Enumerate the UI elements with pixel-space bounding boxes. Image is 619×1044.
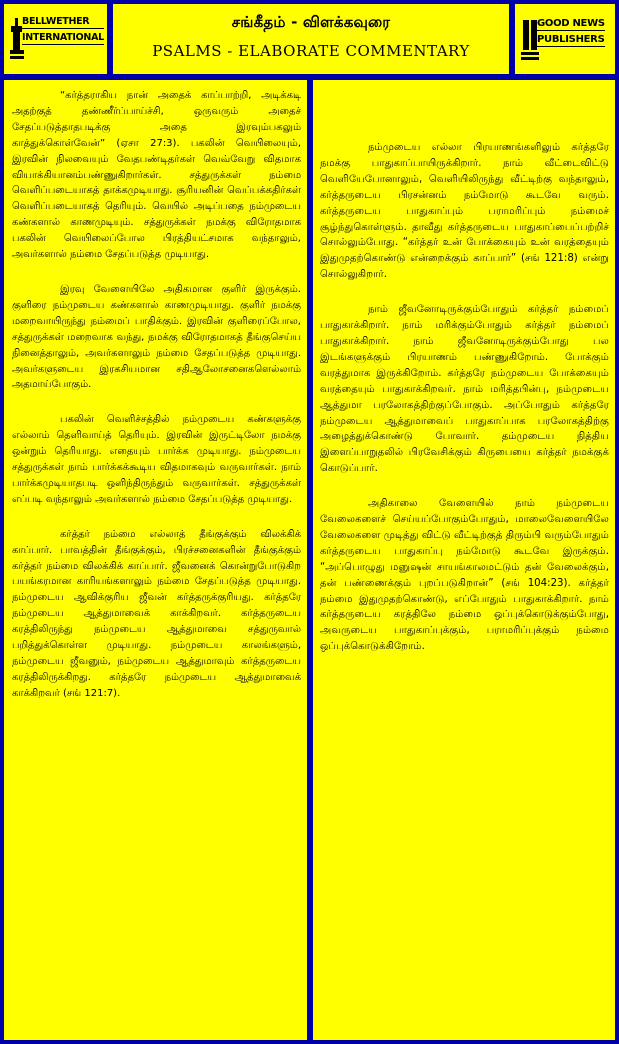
right-logo-line1: GOOD NEWS	[537, 18, 605, 29]
right-paragraph-2: நாம் ஜீவனோடிருக்கும்போதும் கர்த்தர் நம்மைப் பாதுகாக்கிறார். நாம் மரிக்கும்போதும் கர்த்தர் நம்மைப் பாதுகாக்கிறார். நாம் ஜீவனோடிருக்கும்போது பல இடங்களுக்கும் பிரயாணம் பண்ணுகிறோம். போக்கும் வரத்துமாக இருக்கிறோம். கர்த்தரே நம்முடைய போக்கையும் வரத்தையும் பாதுகாக்கிறவர். நாம் மரித்தபின்பு, நம்முடைய ஆத்துமா பரலோகத்திற்குப்போகும். அப்போதும் கர்த்தரே நம்முடைய ஆத்துமாவைப் பாதுகாப்பாக பரலோகத்திற்கு அழைத்துக்கொண்டு போவார். தம்முடைய நித்திய இளைப்பாறுதலில் பிரவேசிக்கும் கிருபையை கர்த்தர் நமக்குக் கொடுப்பார்.	[320, 304, 609, 475]
right-logo-line2: PUBLISHERS	[537, 34, 605, 45]
page-header	[113, 4, 509, 74]
bellwether-international-logo	[4, 4, 107, 74]
page-title-tamil: சங்கீதம் - விளக்கவுரை	[231, 13, 391, 31]
left-paragraph-3: பகலின் வெளிச்சத்தில் நம்முடைய கண்களுக்கு எல்லாம் தெளிவாய்த் தெரியும். இரவின் இருட்டிலோ நமக்கு ஒன்றும் தெரியாது. எதையும் பார்க்க முடியாது. நம்முடைய சத்துருக்கள் நாம் பார்க்கக்கூடிய விதமாகவும் வருவார்கள். நாம் பார்க்கமுடியாதபடி ஒளிந்திருந்தும் வருவார்கள். சத்துருக்கள் எப்படி வந்தாலும் அவர்களால் நம்மை சேதப்படுத்த முடியாது.	[12, 414, 301, 505]
left-paragraph-1: “கர்த்தராகிய நான் அதைக் காப்பாற்றி, அடிக்கடி அதற்குத் தண்ணீர்ப்பாய்ச்சி, ஒருவரும் அதைச் சேதப்படுத்தாதபடிக்கு அதை இரவும்பகலும் காத்துக்கொள்வேன்” (ஏசா 27:3). பகலின் வெயிலையும், இரவின் நிலவையும் வேதபண்டிதர்கள் வெவ்வேறு விதமாக வியாக்கியானம்பண்ணுகிறார்கள். சத்துருக்கள் நம்மை வெளிப்படையாகத் தாக்கமுடியாது. சூரியனின் வெப்பக்கதிர்கள் வெளிப்படையாகத் தெரியும். வெயில் அடிப்பதை நம்முடைய கண்களால் காணமுடியும். சத்துருக்கள் நமக்கு விரோதமாக பகலின் வெயிலைப்போல பிரத்தியட்சமாக வந்தாலும், அவர்களால் நம்மை சேதப்படுத்த முடியாது.	[12, 90, 301, 261]
left-paragraph-4: கர்த்தர் நம்மை எல்லாத் தீங்குக்கும் விலக்கிக் காப்பார். பாவத்தின் தீங்குக்கும், பிரச்சனைகளின் தீங்குக்கும் கர்த்தர் நம்மை விலக்கிக் காப்பார். ஜீவனைக் கொன்றுபோடுகிற பயங்கரமான காரியங்களாலும் நம்மை சேதப்படுத்த முடியாது. நம்முடைய ஆவிக்குரிய ஜீவன் கர்த்தருக்குரியது. கர்த்தரே நம்முடைய ஆத்துமாவைக் காக்கிறவர். கர்த்தருடைய கரத்திலிருந்து நம்முடைய ஆத்துமாவை சத்துருவால் பறித்துக்கொள்ள முடியாது. நம்முடைய காலங்களும், நம்முடைய ஜீவனும், நம்முடைய ஆத்துமாவும் கர்த்தருடைய கரத்திலிருக்கிறது. கர்த்தரே நம்முடைய ஆத்துமாவைக் காக்கிறவர் (சங் 121:7).	[12, 528, 301, 699]
left-logo-line1: BELLWETHER	[22, 16, 104, 29]
right-paragraph-1: நம்முடைய எல்லா பிரயாணங்களிலும் கர்த்தரே நமக்கு பாதுகாப்பாயிருக்கிறார். நாம் வீட்டைவிட்டு வெளியேபோனாலும், வெளியிலிருந்து வீட்டிற்கு வந்தாலும், கர்த்தருடைய பிரசன்னம் நம்மோடு கூடவே வரும். கர்த்தருடைய பாதுகாப்பும் பராமரிப்பும் நம்மைச் சூழ்ந்துகொள்ளும். தாவீது கர்த்தருடைய பாதுகாப்பைப்பற்றிச் சொல்லும்போது. “கர்த்தர் உன் போக்கையும் உன் வரத்தையும் இதுமுதற்கொண்டு என்றைக்கும் காப்பார்” (சங் 121:8) என்று சொல்லுகிறார்.	[320, 142, 609, 281]
good-news-publishers-logo	[515, 4, 615, 74]
left-logo-line2: INTERNATIONAL	[22, 32, 104, 43]
right-paragraph-3: அதிகாலை வேளையில் நாம் நம்முடைய வேலைகளைச் செய்யப்போகும்போதும், மாலைவேளையிலே வேலைகளை முடித்து விட்டு வீட்டிற்குத் திரும்பி வரும்போதும் கர்த்தருடைய பாதுகாப்பு நம்மோடு கூடவே இருக்கும். “அப்பொழுது மனுஷன் சாயங்காலமட்டும் தன் வேலைக்கும், தன் பண்ணைக்கும் புறப்படுகிறான்” (சங் 104:23). கர்த்தர் நம்மை இதுமுதற்கொண்டு, எப்போதும் பாதுகாக்கிறார். நாம் கர்த்தருடைய கரத்திலே நம்மை ஒப்புக்கொடுக்கும்போது, அவருடைய பாதுகாப்புக்கும், பராமரிப்புக்கும் நம்மை ஒப்புக்கொடுக்கிறோம்.	[320, 498, 609, 653]
page-title-english: PSALMS - ELABORATE COMMENTARY	[152, 42, 470, 60]
right-text-column	[313, 80, 615, 1040]
left-paragraph-2: இரவு வேளையிலே அதிகமான குளிர் இருக்கும். குளிரை நம்முடைய கண்களால் காணமுடியாது. குளிர் நமக்கு மறைவாயிருந்து நம்மைப் பாதிக்கும். இரவின் குளிரைப்போல, சத்துருக்கள் மறைவாக வந்து, நமக்கு விரோதமாகத் தீங்குசெய்ய நினைத்தாலும், அவர்களாலும் நம்மை சேதப்படுத்த முடியாது. அவர்களுடைய இரகசியமான சதிஆலோசனைகளெல்லாம் அதமாய்போகும்.	[12, 283, 301, 391]
left-text-column	[4, 80, 307, 1040]
